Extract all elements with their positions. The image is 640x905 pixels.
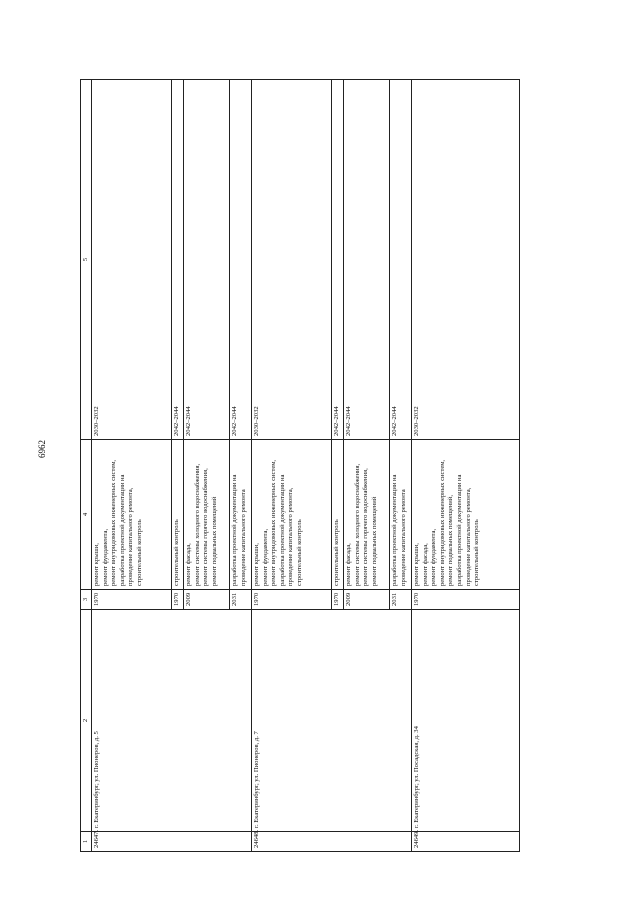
- work-item: ремонт подвальных помещений,: [447, 495, 455, 586]
- header-col-1: 1: [81, 832, 92, 852]
- work-item: ремонт внутридомовых инженерных систем,: [110, 459, 118, 586]
- work-item: ремонт крыши,: [253, 543, 260, 586]
- work-item: строительный контроль: [333, 519, 340, 586]
- work-item: ремонт подвальных помещений: [370, 496, 378, 586]
- works-cell: [332, 440, 344, 590]
- period-cell: 2042–2044: [332, 80, 344, 440]
- header-row: [81, 80, 92, 852]
- work-item: ремонт фасада,: [421, 543, 429, 586]
- work-item: ремонт системы горячего водоснабжения,: [362, 468, 370, 586]
- repair-schedule-table-wrapper: [80, 80, 520, 852]
- work-item: ремонт системы горячего водоснабжения,: [202, 468, 210, 586]
- table-row: [252, 80, 332, 852]
- year-cell: 1970: [412, 590, 520, 610]
- year-cell: 2031: [230, 590, 252, 610]
- works-cell: [184, 440, 230, 590]
- header-col-3: 3: [81, 590, 92, 610]
- period-cell: 2042–2044: [390, 80, 412, 440]
- work-item: ремонт фундамента,: [261, 528, 269, 586]
- address-cell: г. Екатеринбург, ул. Пионеров, д. 7: [252, 610, 412, 832]
- work-item: проведение капитального ремонта,: [127, 487, 135, 586]
- work-item: разработка проектной документации на: [118, 474, 126, 586]
- work-item: ремонт фундамента,: [430, 528, 438, 586]
- period-cell: 2030–2032: [252, 80, 332, 440]
- record-number: 24648.: [252, 832, 412, 852]
- work-item: разработка проектной документации на: [231, 474, 238, 586]
- address-cell: г. Екатеринбург, ул. Посадская, д. 34: [412, 610, 520, 832]
- year-cell: 1970: [92, 590, 172, 610]
- table-row: [412, 80, 520, 852]
- works-cell: [344, 440, 390, 590]
- year-cell: 2009: [184, 590, 230, 610]
- work-item: строительный контроль: [295, 519, 303, 586]
- work-item: ремонт фундамента,: [101, 528, 109, 586]
- work-item: проведение капитального ремонта,: [287, 487, 295, 586]
- year-cell: 2009: [344, 590, 390, 610]
- record-number: 24647.: [92, 832, 252, 852]
- work-item: ремонт системы холодного водоснабжения,: [193, 463, 201, 586]
- work-item: строительный контроль: [135, 519, 143, 586]
- work-item: разработка проектной документации на: [278, 474, 286, 586]
- works-cell: [230, 440, 252, 590]
- year-cell: 1970: [252, 590, 332, 610]
- period-cell: 2030–2032: [412, 80, 520, 440]
- work-item: ремонт системы холодного водоснабжения,: [353, 463, 361, 586]
- rotated-table-container: [80, 80, 520, 852]
- address-cell: г. Екатеринбург, ул. Пионеров, д. 5: [92, 610, 252, 832]
- work-item: разработка проектной документации на: [391, 474, 398, 586]
- works-cell: [172, 440, 184, 590]
- header-col-4: 4: [81, 440, 92, 590]
- work-item: проведение капитального ремонта,: [464, 487, 472, 586]
- page-number: 6962: [37, 440, 47, 458]
- work-item: проведение капитального ремонта: [239, 489, 247, 586]
- work-item: ремонт фасада,: [345, 543, 352, 586]
- work-item: строительный контроль: [173, 519, 180, 586]
- period-cell: 2030–2032: [92, 80, 172, 440]
- work-item: строительный контроль: [473, 519, 481, 586]
- year-cell: 1970: [332, 590, 344, 610]
- record-number: 24649.: [412, 832, 520, 852]
- period-cell: 2042–2044: [172, 80, 184, 440]
- repair-schedule-table: [80, 79, 520, 852]
- header-col-2: 2: [81, 610, 92, 832]
- works-cell: [390, 440, 412, 590]
- works-cell: [252, 440, 332, 590]
- work-item: разработка проектной документации на: [455, 474, 463, 586]
- works-cell: [412, 440, 520, 590]
- period-cell: 2042–2044: [184, 80, 230, 440]
- work-item: ремонт крыши,: [93, 543, 100, 586]
- header-col-5: 5: [81, 80, 92, 440]
- work-item: ремонт крыши,: [413, 543, 420, 586]
- period-cell: 2042–2044: [344, 80, 390, 440]
- work-item: проведение капитального ремонта: [399, 489, 407, 586]
- year-cell: 1970: [172, 590, 184, 610]
- year-cell: 2031: [390, 590, 412, 610]
- work-item: ремонт внутридомовых инженерных систем,: [270, 459, 278, 586]
- work-item: ремонт фасада,: [185, 543, 192, 586]
- table-row: [92, 80, 172, 852]
- period-cell: 2042–2044: [230, 80, 252, 440]
- works-cell: [92, 440, 172, 590]
- work-item: ремонт внутридомовых инженерных систем,: [438, 459, 446, 586]
- work-item: ремонт подвальных помещений: [210, 496, 218, 586]
